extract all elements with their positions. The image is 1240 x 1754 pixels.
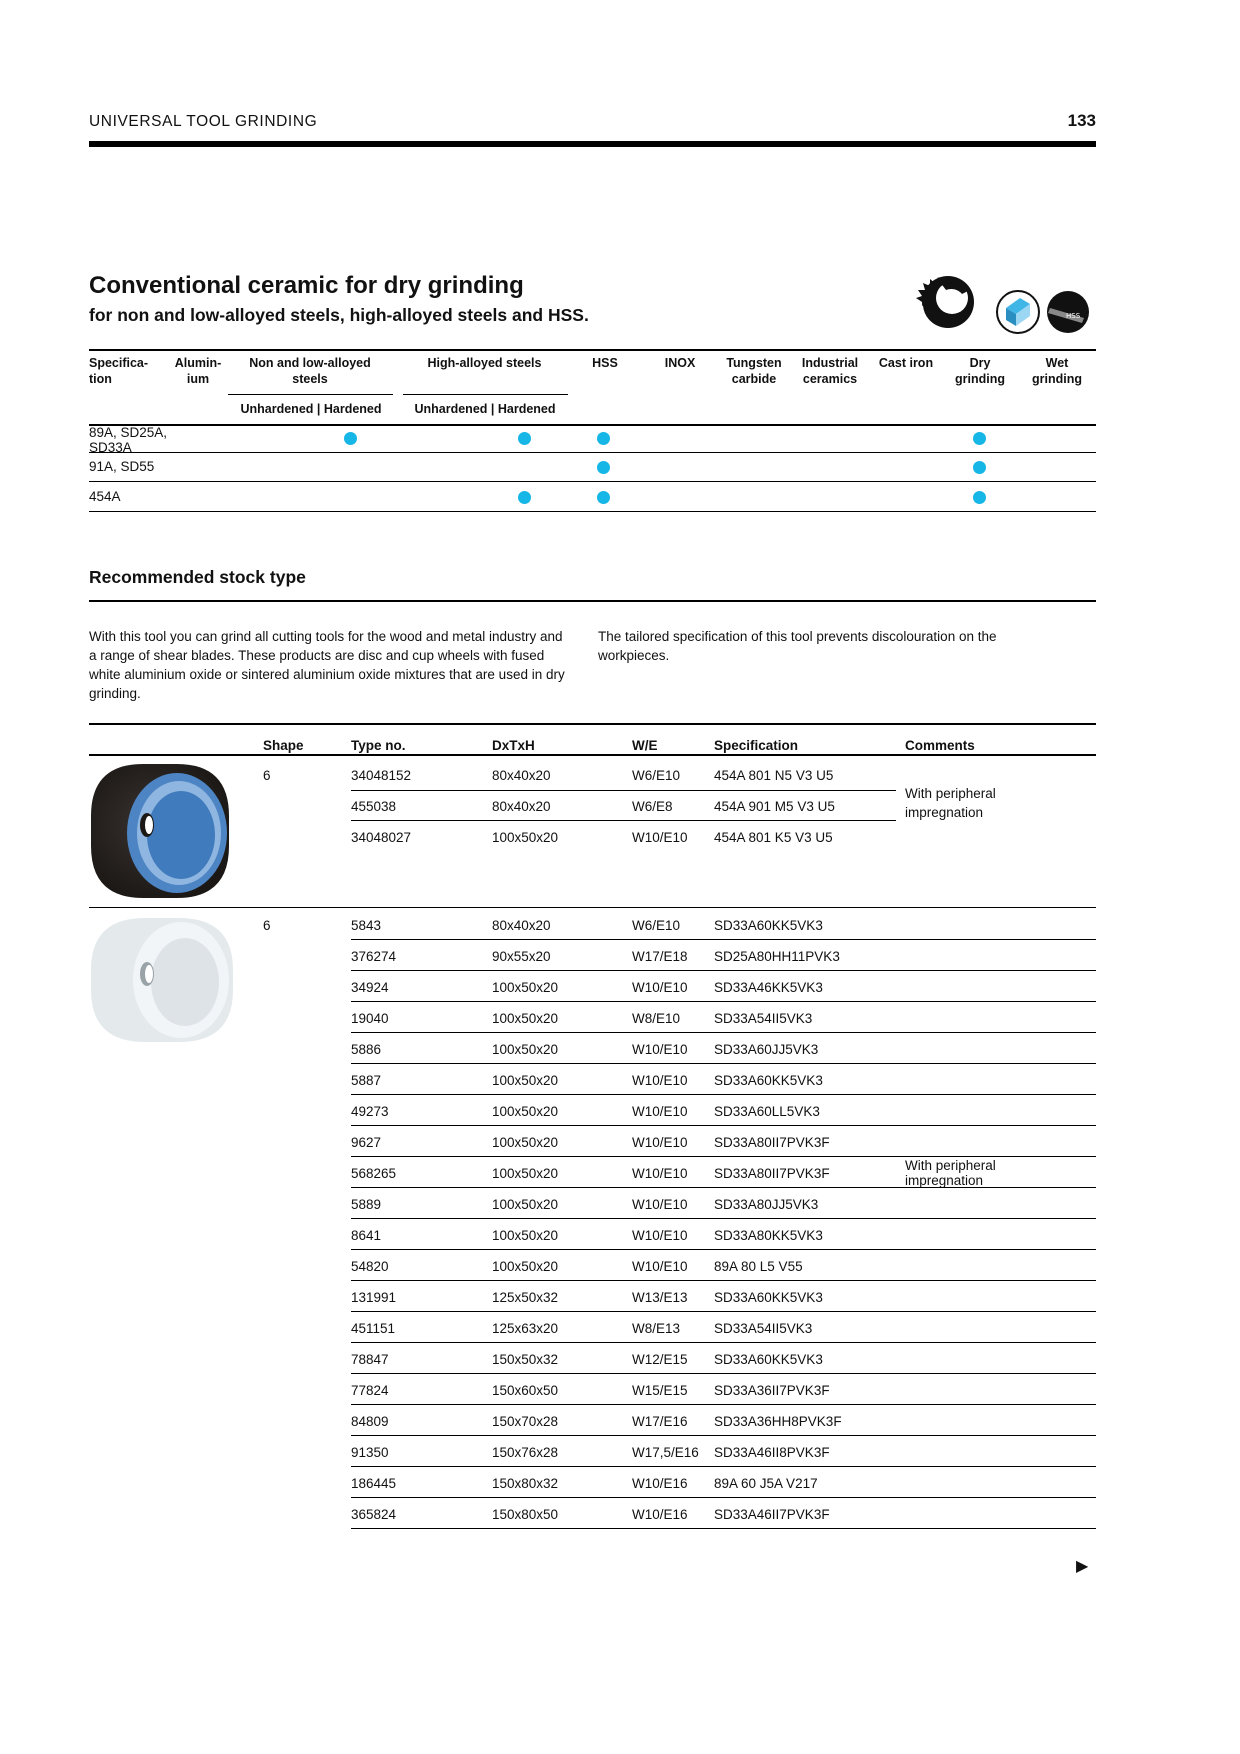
type-no: 365824: [351, 1507, 397, 1522]
dimensions: 100x50x20: [492, 1259, 559, 1274]
we-value: W10/E10: [632, 1073, 688, 1088]
we-value: W10/E10: [632, 1228, 688, 1243]
description-right: The tailored specification of this tool prevents discolouration on the workpieces.: [598, 629, 997, 663]
type-no: 5887: [351, 1073, 382, 1088]
section-heading: Recommended stock type: [89, 567, 306, 587]
we-value: W12/E15: [632, 1352, 688, 1367]
stock-row-rule: [351, 1404, 1096, 1405]
we-value: W10/E10: [632, 830, 688, 845]
dimensions: 150x70x28: [492, 1414, 559, 1429]
type-no: 78847: [351, 1352, 389, 1367]
comment: With peripheral impregnation: [905, 786, 996, 820]
stock-header-bottom-rule: [89, 754, 1096, 756]
section-rule: [89, 600, 1096, 602]
dimensions: 150x50x32: [492, 1352, 559, 1367]
dimensions: 150x80x32: [492, 1476, 559, 1491]
spec-row-rule: [89, 452, 1096, 453]
dimensions: 100x50x20: [492, 830, 559, 845]
stock-row-rule: [351, 1218, 1096, 1219]
dimensions: 100x50x20: [492, 1042, 559, 1057]
stock-row-rule: [351, 820, 896, 821]
stock-row-rule: [351, 1311, 1096, 1312]
stock-row-rule: [351, 1373, 1096, 1374]
stock-row-rule: [351, 1342, 1096, 1343]
stock-header-dxtxh: DxTxH: [492, 738, 535, 753]
spec-header-dry-grinding: Dry grinding: [955, 356, 1005, 386]
we-value: W6/E10: [632, 768, 681, 783]
dimensions: 80x40x20: [492, 799, 551, 814]
stock-row-rule: [351, 1497, 1096, 1498]
spec-table-bottom-rule: [89, 511, 1096, 512]
specification-value: 454A 801 K5 V3 U5: [714, 830, 833, 845]
hss-bar-icon: [1047, 291, 1089, 333]
header-rule: [89, 141, 1096, 147]
specification-value: SD33A80KK5VK3: [714, 1228, 823, 1243]
specification-value: 89A 60 J5A V217: [714, 1476, 818, 1491]
specification-value: SD33A36II7PVK3F: [714, 1383, 830, 1398]
stock-group-rule: [89, 907, 1096, 908]
we-value: W10/E10: [632, 1135, 688, 1150]
specification-value: SD33A80II7PVK3F: [714, 1166, 830, 1181]
application-icons: [910, 268, 1100, 340]
stock-row-rule: [351, 1435, 1096, 1436]
stock-row-rule: [351, 1032, 1096, 1033]
stock-table-bottom-rule: [351, 1528, 1096, 1529]
specification-value: SD33A80JJ5VK3: [714, 1197, 819, 1212]
specification-value: SD33A46KK5VK3: [714, 980, 823, 995]
specification-value: SD33A60JJ5VK3: [714, 1042, 819, 1057]
compatibility-dot: [597, 432, 610, 445]
compatibility-dot: [597, 491, 610, 504]
we-value: W10/E16: [632, 1476, 688, 1491]
dimensions: 150x60x50: [492, 1383, 559, 1398]
type-no: 91350: [351, 1445, 389, 1460]
shape-value: 6: [263, 918, 271, 933]
dimensions: 125x50x32: [492, 1290, 559, 1305]
stock-row-rule: [351, 1125, 1096, 1126]
specification-value: SD33A80II7PVK3F: [714, 1135, 830, 1150]
section-title: UNIVERSAL TOOL GRINDING: [89, 113, 318, 130]
specification-value: SD33A36HH8PVK3F: [714, 1414, 842, 1429]
type-no: 451151: [351, 1321, 396, 1336]
stock-row-rule: [351, 1094, 1096, 1095]
we-value: W8/E10: [632, 1011, 681, 1026]
we-value: W15/E15: [632, 1383, 688, 1398]
we-value: W6/E8: [632, 799, 673, 814]
dimensions: 150x80x50: [492, 1507, 559, 1522]
dimensions: 80x40x20: [492, 768, 551, 783]
specification-value: SD33A46II7PVK3F: [714, 1507, 830, 1522]
dimensions: 100x50x20: [492, 1104, 559, 1119]
shape-value: 6: [263, 768, 271, 783]
spec-subheader-rule-1: [228, 394, 393, 395]
type-no: 455038: [351, 799, 397, 814]
comment: With peripheral impregnation: [905, 1158, 996, 1188]
stock-row-rule: [351, 1063, 1096, 1064]
type-no: 9627: [351, 1135, 382, 1150]
spec-row-rule: [89, 481, 1096, 482]
we-value: W10/E10: [632, 1042, 688, 1057]
type-no: 5889: [351, 1197, 382, 1212]
type-no: 54820: [351, 1259, 389, 1274]
stock-header-specification: Specification: [714, 738, 799, 753]
type-no: 186445: [351, 1476, 397, 1491]
specification-value: SD33A60KK5VK3: [714, 1073, 823, 1088]
dimensions: 150x76x28: [492, 1445, 559, 1460]
stock-row-rule: [351, 1466, 1096, 1467]
we-value: W6/E10: [632, 918, 681, 933]
we-value: W10/E16: [632, 1507, 688, 1522]
spec-row-label: 454A: [89, 489, 121, 504]
stock-row-rule: [351, 1156, 1096, 1157]
stock-header-shape: Shape: [263, 738, 304, 753]
stock-row-rule: [351, 1187, 1096, 1188]
type-no: 34048027: [351, 830, 412, 845]
spec-header-non-low-alloyed: Non and low-alloyed steels: [249, 356, 371, 386]
stock-header-comments: Comments: [905, 738, 975, 753]
type-no: 376274: [351, 949, 397, 964]
spec-header-tungsten-carbide: Tungsten carbide: [726, 356, 782, 386]
specification-value: SD33A60KK5VK3: [714, 1352, 823, 1367]
spec-subheader-non-low: Unhardened | Hardened: [240, 402, 382, 416]
compatibility-dot: [973, 491, 986, 504]
spec-row-label: 91A, SD55: [89, 459, 155, 474]
spec-subheader-high: Unhardened | Hardened: [414, 402, 556, 416]
spec-header-hss: HSS: [592, 356, 618, 370]
compatibility-dot: [597, 461, 610, 474]
we-value: W10/E10: [632, 1104, 688, 1119]
specification-value: SD25A80HH11PVK3: [714, 949, 840, 964]
specification-value: SD33A54II5VK3: [714, 1011, 813, 1026]
spec-header-specification: Specifica- tion: [89, 356, 149, 386]
spec-header-industrial-ceramics: Industrial ceramics: [801, 356, 859, 386]
circular-saw-blade-icon: [916, 276, 974, 328]
stock-header-type-no: Type no.: [351, 738, 406, 753]
we-value: W10/E10: [632, 1166, 688, 1181]
compatibility-dot: [973, 461, 986, 474]
page-number: 133: [1067, 111, 1096, 130]
stock-table-top-rule: [89, 723, 1096, 725]
description-left: With this tool you can grind all cutting tools for the wood and metal industry and a range of shear blades. These products are disc and cup wheels with fused white aluminium oxide or sintered aluminium oxide mixtures that are used in dry grinding.: [89, 629, 565, 701]
compatibility-dot: [973, 432, 986, 445]
we-value: W13/E13: [632, 1290, 688, 1305]
spec-header-inox: INOX: [664, 356, 696, 370]
dimensions: 100x50x20: [492, 980, 559, 995]
svg-text:HSS: HSS: [1066, 312, 1081, 320]
dimensions: 90x55x20: [492, 949, 551, 964]
dimensions: 100x50x20: [492, 1135, 559, 1150]
dimensions: 100x50x20: [492, 1073, 559, 1088]
specification-value: SD33A60KK5VK3: [714, 918, 823, 933]
type-no: 19040: [351, 1011, 389, 1026]
page-title: Conventional ceramic for dry grinding: [89, 272, 524, 299]
dimensions: 100x50x20: [492, 1166, 559, 1181]
compatibility-dot: [344, 432, 357, 445]
compatibility-dot: [518, 432, 531, 445]
continue-arrow-icon: ▶: [1076, 1558, 1089, 1575]
we-value: W17,5/E16: [632, 1445, 699, 1460]
type-no: 131991: [351, 1290, 397, 1305]
stock-row-rule: [351, 1001, 1096, 1002]
compatibility-dot: [518, 491, 531, 504]
we-value: W10/E10: [632, 980, 688, 995]
stock-row-rule: [351, 970, 1096, 971]
page-subtitle: for non and low-alloyed steels, high-alloyed steels and HSS.: [89, 305, 589, 325]
specification-value: SD33A60KK5VK3: [714, 1290, 823, 1305]
type-no: 84809: [351, 1414, 389, 1429]
type-no: 568265: [351, 1166, 397, 1181]
type-no: 5843: [351, 918, 382, 933]
specification-value: SD33A54II5VK3: [714, 1321, 813, 1336]
we-value: W10/E10: [632, 1197, 688, 1212]
type-no: 34924: [351, 980, 389, 995]
white-cup-wheel-image: [89, 910, 234, 1050]
type-no: 77824: [351, 1383, 389, 1398]
spec-table-top-rule: [89, 349, 1096, 351]
stock-row-rule: [351, 1280, 1096, 1281]
we-value: W17/E16: [632, 1414, 688, 1429]
spec-header-aluminium: Alumin- ium: [174, 356, 222, 386]
spec-header-bottom-rule: [89, 424, 1096, 426]
stock-row-rule: [351, 1249, 1096, 1250]
stock-row-rule: [351, 790, 896, 791]
spec-header-cast-iron: Cast iron: [878, 356, 934, 370]
dimensions: 125x63x20: [492, 1321, 559, 1336]
type-no: 49273: [351, 1104, 389, 1119]
stock-header-we: W/E: [632, 738, 658, 753]
blue-cup-wheel-image: [89, 759, 234, 904]
type-no: 34048152: [351, 768, 412, 783]
specification-value: SD33A46II8PVK3F: [714, 1445, 830, 1460]
stock-row-rule: [351, 939, 1096, 940]
steel-workpiece-icon: [997, 291, 1039, 333]
dimensions: 100x50x20: [492, 1228, 559, 1243]
dimensions: 80x40x20: [492, 918, 551, 933]
specification-value: SD33A60LL5VK3: [714, 1104, 820, 1119]
dimensions: 100x50x20: [492, 1197, 559, 1212]
spec-header-wet-grinding: Wet grinding: [1032, 356, 1082, 386]
spec-row-label: 89A, SD25A, SD33A: [89, 425, 168, 455]
specification-value: 454A 801 N5 V3 U5: [714, 768, 834, 783]
spec-header-high-alloyed: High-alloyed steels: [427, 356, 542, 370]
we-value: W10/E10: [632, 1259, 688, 1274]
type-no: 8641: [351, 1228, 382, 1243]
type-no: 5886: [351, 1042, 382, 1057]
specification-value: 89A 80 L5 V55: [714, 1259, 803, 1274]
specification-value: 454A 901 M5 V3 U5: [714, 799, 835, 814]
we-value: W8/E13: [632, 1321, 681, 1336]
dimensions: 100x50x20: [492, 1011, 559, 1026]
spec-subheader-rule-2: [403, 394, 568, 395]
we-value: W17/E18: [632, 949, 688, 964]
